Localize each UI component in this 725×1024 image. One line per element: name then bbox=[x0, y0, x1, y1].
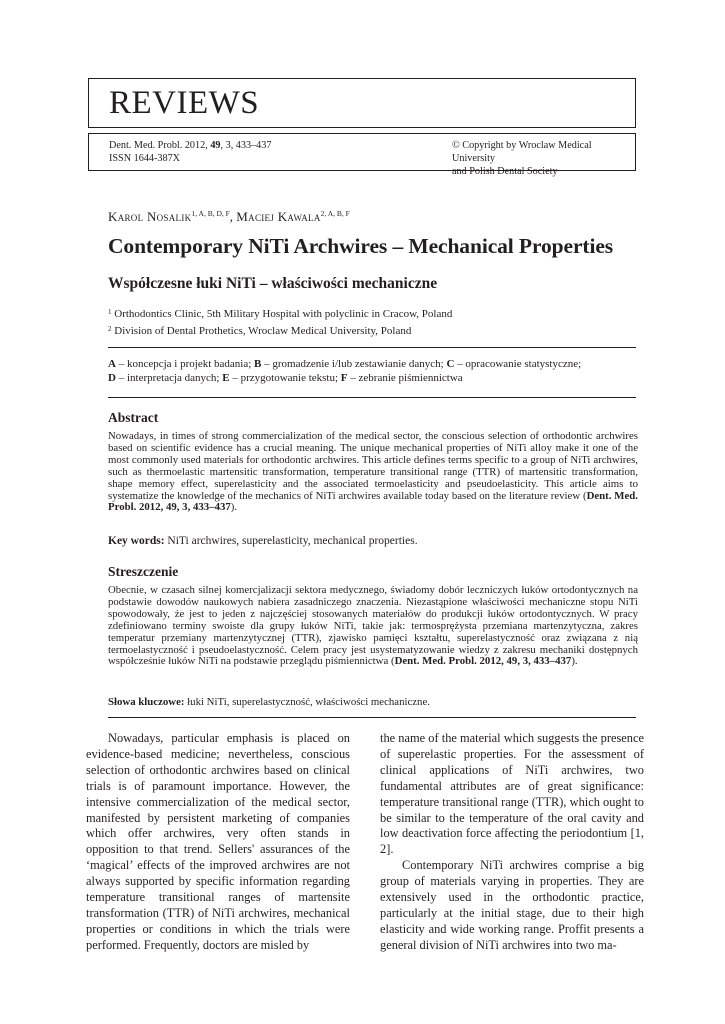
contrib-text: – przygotowanie tekstu; bbox=[229, 372, 341, 384]
contrib-key: A bbox=[108, 358, 116, 370]
journal-info-box bbox=[88, 133, 636, 177]
divider-top bbox=[108, 347, 636, 348]
article-title: Contemporary NiTi Archwires – Mechanical Properties bbox=[108, 234, 614, 258]
divider-body bbox=[108, 717, 636, 718]
affiliation-item bbox=[108, 322, 452, 339]
copyright-notice bbox=[452, 139, 635, 178]
abstract-end: ). bbox=[230, 501, 238, 514]
author-list bbox=[108, 209, 350, 225]
contrib-text: – opracowanie statystyczne; bbox=[454, 358, 582, 370]
contribution-legend bbox=[108, 357, 648, 385]
streszczenie-text: Obecnie, w czasach silnej komercjalizacji sektora medycznego, świadomy dobór leczniczych łuków ortodontycznych na podstawie dowodów naukowych nabiera zasadniczego znaczenia. Niezastąpione właściwości mechaniczne stopu NiTi spowodowały, że jest to jeden z najczęściej stosowanych materiałów do produkcji łuków ortodontycznych. W pracy zdefiniowano terminy swoiste dla grupy łuków NiTi, takie jak: termosprężysta przemiana martenzytyczna, zakres temperatur przemiany martenzytycznej (TTR), zjawisko pamięci kształtu, superelastyczność oraz związana z nią termoelastyczność i pseudoelastyczność. Celem pracy jest usystematyzowanie wiedzy z zakresu mechaniki dostępnych współcześnie łuków NiTi na podstawie przeglądu piśmiennictwa ( bbox=[108, 584, 638, 668]
contrib-text: – zebranie piśmiennictwa bbox=[347, 372, 463, 384]
copyright-line-1: © Copyright by Wroclaw Medical University bbox=[452, 140, 592, 164]
contrib-key: C bbox=[446, 358, 455, 370]
author-2-affiliation: 2, A, B, F bbox=[320, 209, 350, 218]
affiliation-text: Division of Dental Prothetics, Wroclaw Medical University, Poland bbox=[111, 325, 412, 337]
contrib-key: F bbox=[340, 372, 348, 384]
body-left-column: Nowadays, particular emphasis is placed on evidence-based medicine; nevertheless, conscious selection of orthodontic archwires based on clinical trials is of paramount importance. However, the intensive commercialization of the medical sector, manifested by persistent marketing of companies which offer archwires, very often stands in opposition to that trend. Sellers' assurances of the ‘magical’ effects of the improved archwires are not always supported by specific information regarding temperature transitional ranges of martensite transformation (TTR) of NiTi archwires, mechanical properties or conditions in which the trials were performed. Frequently, doctors are misled by bbox=[86, 731, 350, 952]
contrib-text: – interpretacja danych; bbox=[115, 372, 223, 384]
keywords-label: Key words: bbox=[108, 535, 165, 547]
streszczenie-citation: Dent. Med. Probl. 2012, 49, 3, 433–437 bbox=[394, 655, 572, 668]
divider-bottom bbox=[108, 397, 636, 398]
streszczenie-end: ). bbox=[571, 655, 578, 668]
abstract-heading: Abstract bbox=[108, 410, 159, 425]
copyright-line-2: and Polish Dental Society bbox=[452, 166, 558, 177]
contrib-key: D bbox=[108, 372, 116, 384]
streszczenie-heading: Streszczenie bbox=[108, 564, 179, 579]
author-1-affiliation: 1, A, B, D, F bbox=[191, 209, 230, 218]
keywords-text: NiTi archwires, superelasticity, mechanical properties. bbox=[164, 535, 418, 547]
section-label-box bbox=[88, 78, 636, 128]
affiliation-number: 1 bbox=[108, 308, 112, 316]
author-separator: , bbox=[229, 209, 237, 224]
contrib-text: – gromadzenie i/lub zestawianie danych; bbox=[261, 358, 447, 370]
contrib-text: – koncepcja i projekt badania; bbox=[115, 358, 255, 370]
issn: ISSN 1644-387X bbox=[109, 153, 181, 164]
article-subtitle: Współczesne łuki NiTi – właściwości mechaniczne bbox=[108, 275, 438, 292]
citation-suffix: , 3, 433–437 bbox=[220, 140, 272, 151]
abstract-citation: Dent. Med. Probl. 2012, 49, 3, 433–437 bbox=[108, 489, 638, 514]
section-label: REVIEWS bbox=[109, 85, 260, 121]
affiliation-number: 2 bbox=[108, 325, 112, 333]
keywords-pl-label: Słowa kluczowe: bbox=[108, 696, 185, 708]
author-2: Maciej Kawala bbox=[236, 209, 321, 224]
abstract-text: Nowadays, in times of strong commercialization of the medical sector, the conscious selection of orthodontic archwires based on scientific evidence has a crucial meaning. The unique mechanical properties of NiTi alloy make it one of the most commonly used materials for orthodontic archwires. This article defines terms specific to a group of NiTi archwires, such as thermoelastic martensitic transformation, temperature transitional range (TTR) of martensitic transformation, shape memory effect, superelasticity and the associated termoelasticity and pseudoelasticity. This article aims to systematize the knowledge of the mechanics of NiTi archwires available today based on the literature review ( bbox=[108, 430, 638, 502]
keywords-pl bbox=[108, 696, 430, 708]
affiliation-text: Orthodontics Clinic, 5th Military Hospital with polyclinic in Cracow, Poland bbox=[111, 308, 453, 320]
journal-citation bbox=[109, 139, 271, 165]
contrib-key: B bbox=[254, 358, 262, 370]
body-paragraph: Contemporary NiTi archwires comprise a big group of materials varying in properties. They are extensively used in the orthodontic practice, particularly at the initial stage, due to their high elasticity and wide working range. Proffit presents a general division of NiTi archwires into two ma- bbox=[380, 858, 644, 952]
citation-prefix: Dent. Med. Probl. 2012, bbox=[109, 140, 211, 151]
keywords-pl-text: łuki NiTi, superelastyczność, właściwości mechaniczne. bbox=[184, 696, 430, 708]
affiliation-item bbox=[108, 305, 452, 322]
body-paragraph: the name of the material which suggests the presence of superelastic properties. For the assessment of clinical applications of NiTi archwires, two fundamental attributes are of great significance: temperature transitional range (TTR), which ought to be similar to the temperature of the oral cavity and low deactivation force affecting the periodontium [1, 2]. bbox=[380, 731, 644, 857]
affiliations bbox=[108, 305, 452, 339]
streszczenie-body bbox=[108, 585, 638, 668]
keywords bbox=[108, 535, 418, 547]
abstract-body bbox=[108, 431, 638, 514]
citation-volume: 49 bbox=[210, 140, 221, 151]
contrib-key: E bbox=[222, 372, 230, 384]
author-1: Karol Nosalik bbox=[108, 209, 192, 224]
body-right-column bbox=[380, 731, 644, 954]
